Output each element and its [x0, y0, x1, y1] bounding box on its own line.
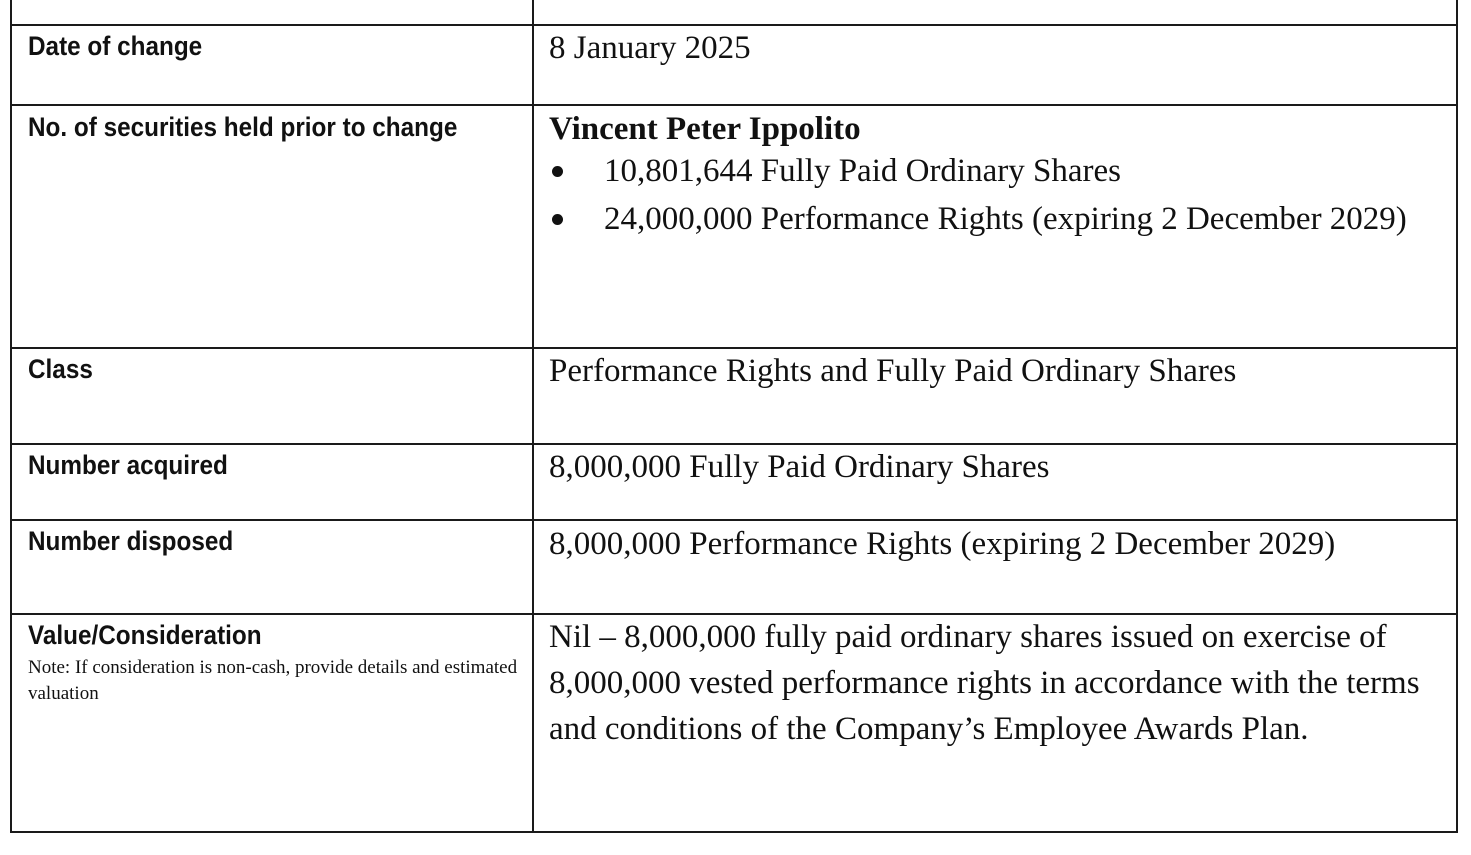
table-column-divider [532, 0, 534, 833]
table-border-left [10, 0, 12, 833]
table-row-divider [10, 104, 1458, 106]
number-disposed-label: Number disposed [28, 526, 234, 556]
holder-name: Vincent Peter Ippolito [549, 111, 861, 147]
bullet-icon [552, 166, 563, 177]
securities-held-list [549, 148, 1429, 244]
number-acquired-value: 8,000,000 Fully Paid Ordinary Shares [549, 449, 1050, 485]
list-item [549, 196, 1429, 242]
securities-held-label: No. of securities held prior to change [28, 112, 458, 142]
date-of-change-value: 8 January 2025 [549, 30, 751, 66]
class-value: Performance Rights and Fully Paid Ordinary Shares [549, 353, 1237, 389]
value-consideration-value: Nil – 8,000,000 fully paid ordinary shares issued on exercise of 8,000,000 vested performance rights in accordance with the terms and conditions of the Company’s Employee Awards Plan. [549, 619, 1420, 747]
value-consideration-note: Note: If consideration is non-cash, provide details and estimated valuation [28, 657, 518, 704]
securities-held-item: 24,000,000 Performance Rights (expiring 2 December 2029) [604, 201, 1407, 237]
list-item [549, 148, 1429, 194]
table-border-bottom [10, 831, 1458, 833]
class-label: Class [28, 354, 93, 384]
date-of-change-label: Date of change [28, 31, 203, 61]
bullet-icon [552, 214, 563, 225]
securities-held-item: 10,801,644 Fully Paid Ordinary Shares [604, 153, 1121, 189]
number-disposed-value: 8,000,000 Performance Rights (expiring 2 December 2029) [549, 526, 1336, 562]
value-consideration-label: Value/Consideration [28, 620, 262, 650]
number-acquired-label: Number acquired [28, 450, 228, 480]
table-border-right [1456, 0, 1458, 833]
